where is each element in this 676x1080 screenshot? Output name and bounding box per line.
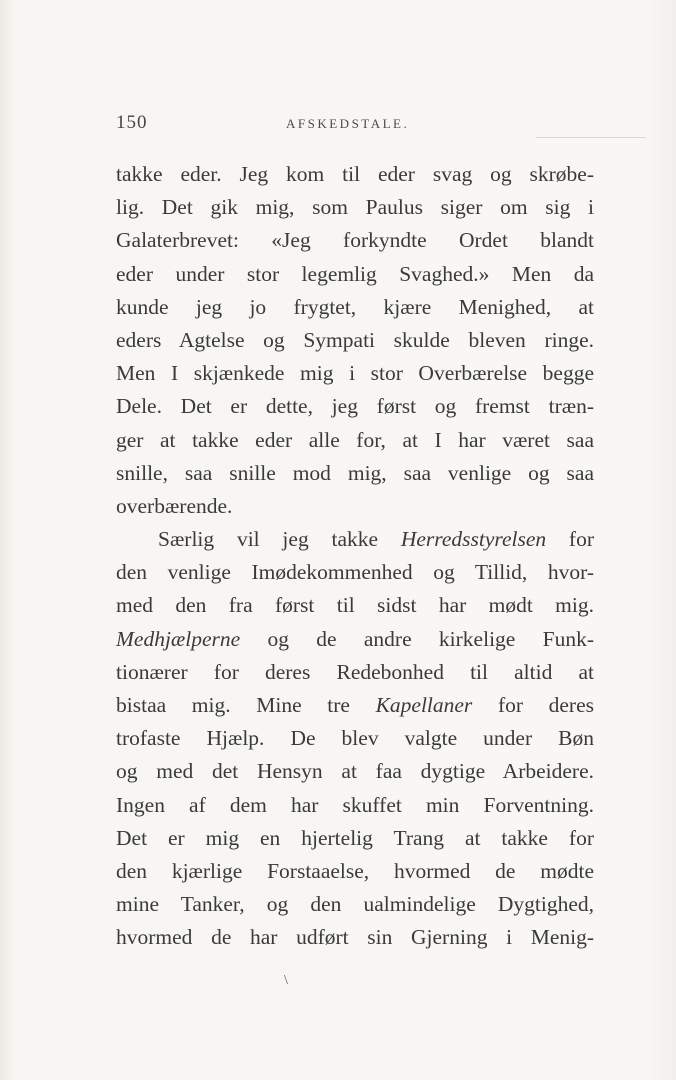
text-line: overbærende. (116, 493, 233, 518)
text-line: trofaste Hjælp. De blev valgte under Bøn (116, 726, 594, 751)
text-line: snille, saa snille mod mig, saa venlige og saa (116, 460, 594, 485)
text-line: Galaterbrevet: «Jeg forkyndte Ordet blandt (116, 228, 594, 253)
text-line: Dele. Det er dette, jeg først og fremst træn- (116, 394, 594, 419)
text-line: hvormed de har udført sin Gjerning i Menig- (116, 925, 594, 950)
text-line: ger at takke eder alle for, at I har været saa (116, 427, 594, 452)
text-line: Medhjælperne og de andre kirkelige Funk- (116, 626, 594, 651)
header-rule (536, 137, 646, 138)
text-line: mine Tanker, og den ualmindelige Dygtighed, (116, 892, 594, 917)
text-line: takke eder. Jeg kom til eder svag og skrøbe- (116, 162, 594, 186)
text-line: eder under stor legemlig Svaghed.» Men da (116, 261, 594, 286)
text-line: den venlige Imødekommenhed og Tillid, hvor- (116, 560, 594, 585)
text-line: og med det Hensyn at faa dygtige Arbeidere. (116, 759, 594, 784)
text-line: med den fra først til sidst har mødt mig. (116, 593, 594, 618)
italic-term: Herredsstyrelsen (400, 527, 547, 552)
body-text (116, 158, 594, 955)
text-line: Ingen af dem har skuffet min Forventning. (116, 792, 594, 817)
running-title: AFSKEDSTALE. (286, 116, 410, 131)
text-line: eders Agtelse og Sympati skulde bleven ringe. (116, 327, 594, 352)
text-line: Særlig vil jeg takke Herredsstyrelsen for (158, 527, 594, 552)
italic-term: Kapellaner (375, 693, 473, 717)
italic-term: Medhjælperne (116, 626, 241, 651)
text-line: bistaa mig. Mine tre Kapellaner for deres (116, 693, 595, 717)
text-line: kunde jeg jo frygtet, kjære Menighed, at (116, 294, 594, 319)
page-header (116, 112, 596, 138)
text-line: den kjærlige Forstaaelse, hvormed de mødte (116, 858, 594, 883)
text-line: lig. Det gik mig, som Paulus siger om sig i (116, 195, 594, 220)
text-line: Det er mig en hjertelig Trang at takke for (116, 825, 594, 850)
text-line: tionærer for deres Redebonhed til altid at (116, 659, 594, 684)
printer-mark: \ (284, 973, 288, 988)
page-number: 150 (116, 112, 148, 133)
text-line: Men I skjænkede mig i stor Overbærelse begge (116, 361, 594, 386)
